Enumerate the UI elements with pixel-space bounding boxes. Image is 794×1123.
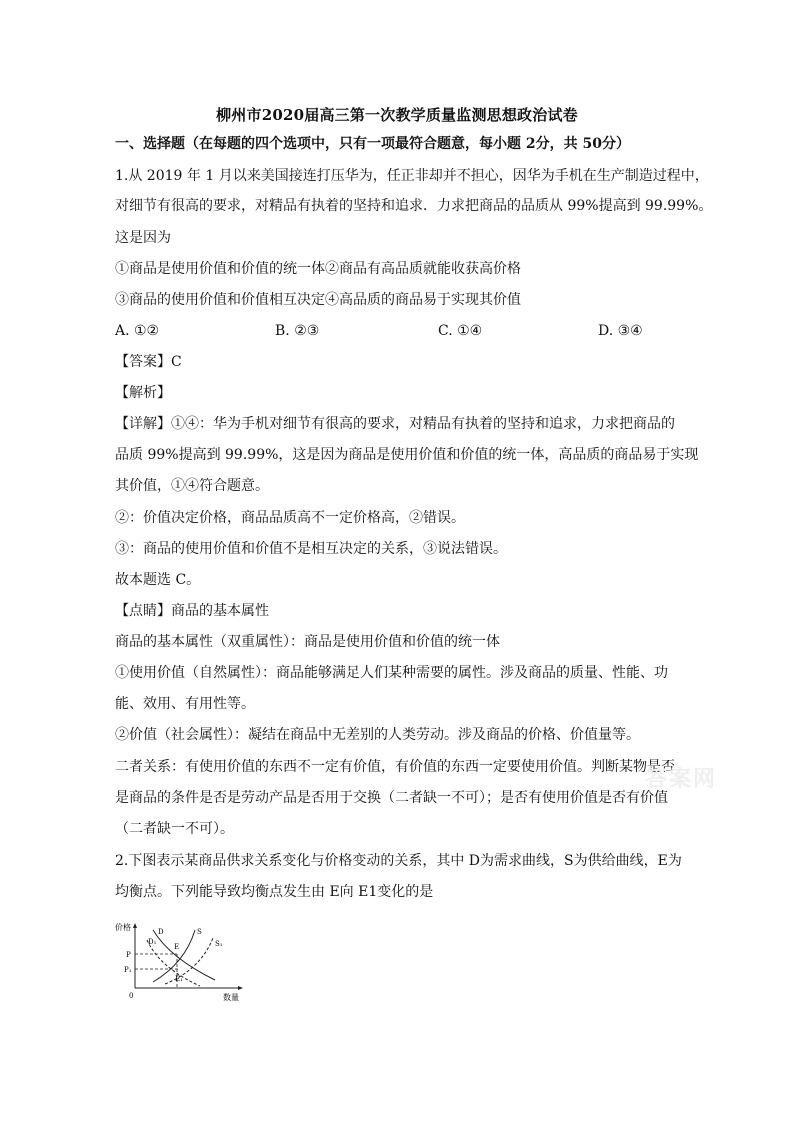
q1-analysis-label: 【解析】 <box>115 385 171 401</box>
q1-point-3: ③：商品的使用价值和价值不是相互决定的关系，③说法错误。 <box>115 541 507 557</box>
watermark: 答案网 <box>645 767 718 792</box>
origin-label: 0 <box>129 992 134 1000</box>
q2-stem-line: 均衡点。下列能导致均衡点发生由 E向 E1变化的是 <box>115 884 434 900</box>
y-axis-label: 价格 <box>115 923 131 932</box>
label-e: E <box>174 943 180 951</box>
q1-stem-line: 对细节有很高的要求，对精品有执着的坚持和追求．力求把商品的品质从 99%提高到 99.99%。 <box>115 198 713 214</box>
q1-statement: ①商品是使用价值和价值的统一体②商品有高品质就能收获高价格 <box>115 261 521 277</box>
q1-answer: 【答案】C <box>115 354 182 370</box>
q1-attr-line: 商品的基本属性（双重属性）：商品是使用价值和价值的统一体 <box>115 634 500 650</box>
price-p-label: P <box>126 951 131 959</box>
section-heading: 一、选择题（在每题的四个选项中，只有一项最符合题意，每小题 2分，共 50分） <box>115 136 630 152</box>
q1-relation-line: 是商品的条件是否是劳动产品是否用于交换（二者缺一不可）；是否有使用价值是否有价值 <box>115 790 668 806</box>
q1-stem-line: 这是因为 <box>115 230 171 246</box>
q1-dianjing: 【点睛】商品的基本属性 <box>115 603 269 619</box>
q1-detail-line: 【详解】①④：华为手机对细节有很高的要求，对精品有执着的坚持和追求，力求把商品的 <box>115 416 675 432</box>
label-s1: S₁ <box>215 940 223 948</box>
q1-option-a: A. ①② <box>115 323 160 339</box>
q1-statement: ③商品的使用价值和价值相互决定④高品质的商品易于实现其价值 <box>115 292 521 308</box>
demand-curve-d <box>153 930 215 980</box>
label-s: S <box>197 928 202 936</box>
q1-relation-line: 二者关系：有使用价值的东西不一定有价值，有价值的东西一定要使用价值。判断某物是否 <box>115 759 675 775</box>
page-title: 柳州市2020届高三第一次教学质量监测思想政治试卷 <box>216 106 578 124</box>
q1-relation-line: （二者缺一不可）。 <box>115 821 234 837</box>
q1-use-value-line: ①使用价值（自然属性）：商品能够满足人们某种需要的属性。涉及商品的质量、性能、功 <box>115 665 668 681</box>
q1-conclusion: 故本题选 C。 <box>115 572 201 588</box>
label-d: D <box>158 928 164 936</box>
q1-detail-line: 其价值，①④符合题意。 <box>115 478 269 494</box>
label-d1: D₁ <box>148 938 157 946</box>
x-axis-arrow <box>238 986 243 990</box>
q2-stem-line: 2.下图表示某商品供求关系变化与价格变动的关系，其中 D为需求曲线，S为供给曲线，E为 <box>115 853 682 869</box>
y-axis-arrow <box>133 923 137 928</box>
supply-curve-s <box>153 930 195 982</box>
q1-use-value-line: 能、效用、有用性等。 <box>115 696 255 712</box>
q1-value-line: ②价值（社会属性）：凝结在商品中无差别的人类劳动。涉及商品的价格、价值量等。 <box>115 727 640 743</box>
q1-option-d: D. ③④ <box>598 323 643 339</box>
q1-point-2: ②：价值决定价格，商品品质高不一定价格高，②错误。 <box>115 510 465 526</box>
supply-demand-graph <box>115 918 250 1008</box>
q1-detail-line: 品质 99%提高到 99.99%，这是因为商品是使用价值和价值的统一体，高品质的商品易于实现 <box>115 447 699 463</box>
q1-stem-line: 1.从 2019 年 1 月以来美国接连打压华为，任正非却并不担心，因华为手机在生产制造过程中， <box>115 168 709 184</box>
price-p1-label: P₁ <box>124 966 132 974</box>
q1-option-c: C. ①④ <box>438 323 483 339</box>
x-axis-label: 数量 <box>223 993 239 1002</box>
q1-option-b: B. ②③ <box>275 323 320 339</box>
label-e1: E₁ <box>175 975 183 983</box>
